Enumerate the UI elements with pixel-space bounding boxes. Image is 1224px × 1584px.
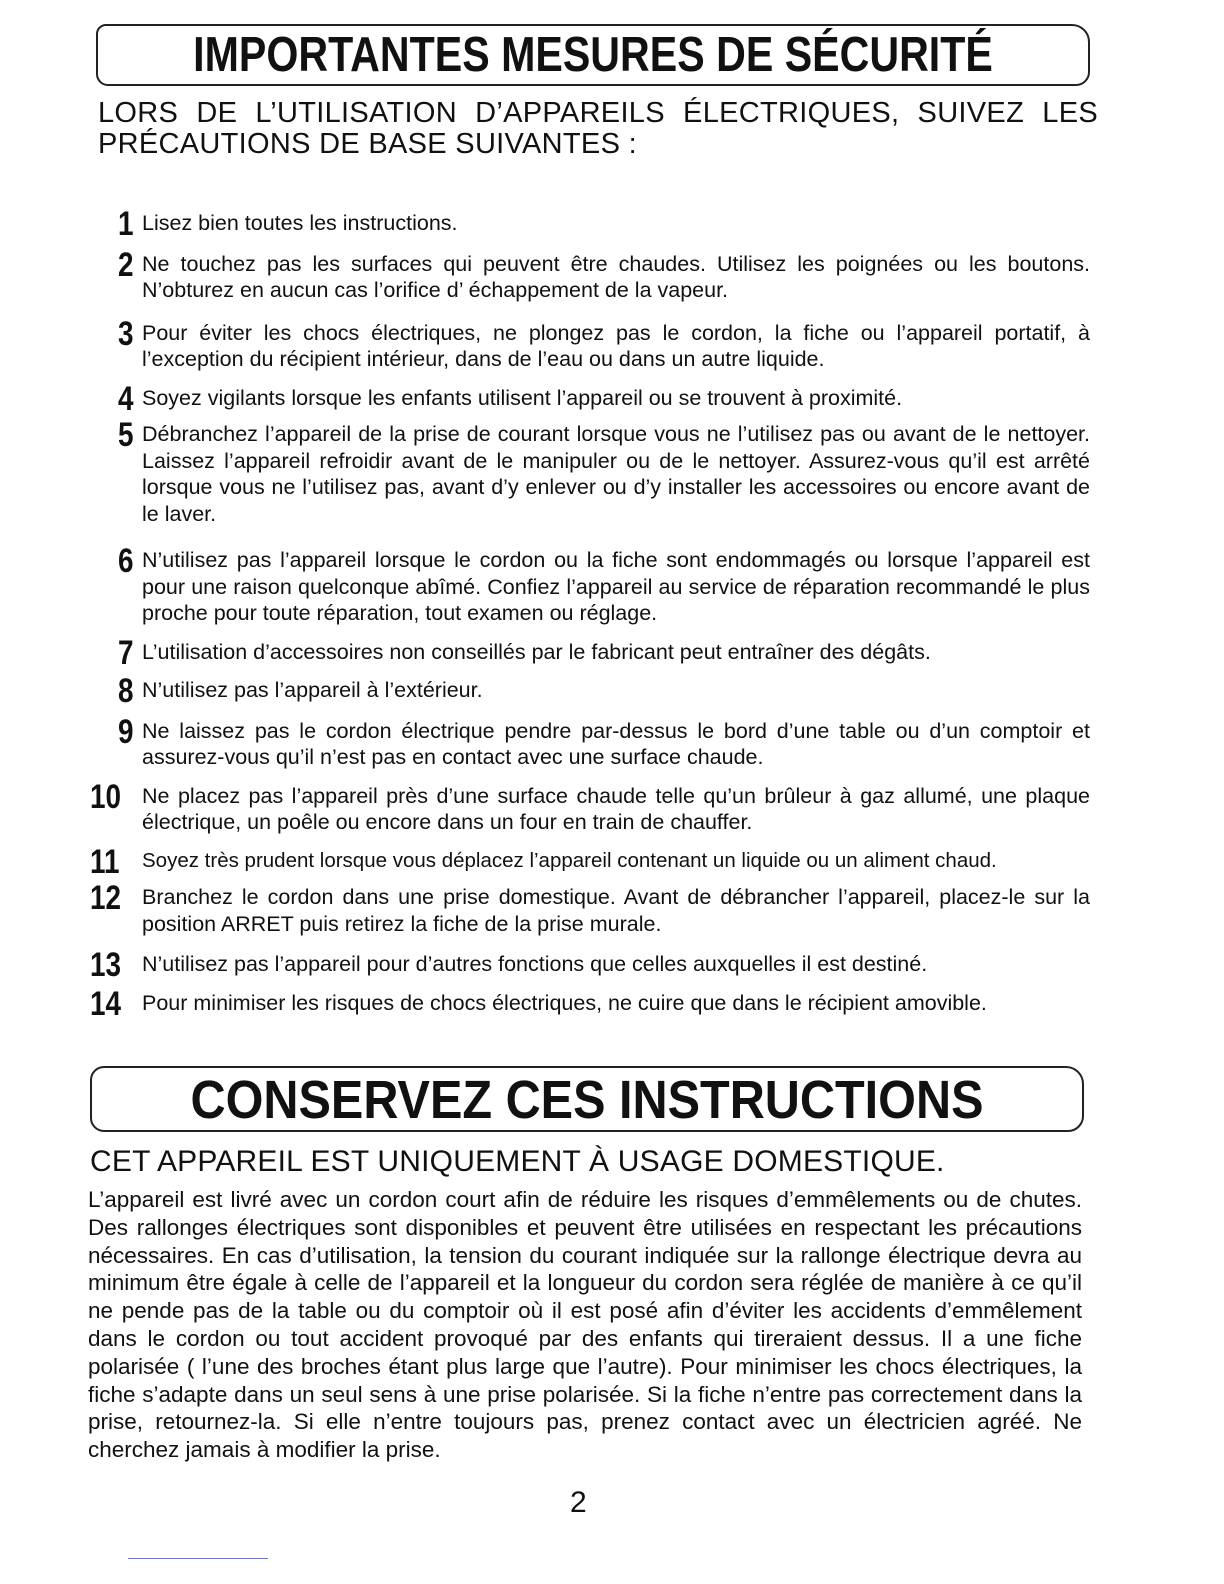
item-text: N’utilisez pas l’appareil lorsque le cordon ou la fiche sont endommagés ou lorsque l’appareil est pour une raison quelconque abîmé. Confiez l’appareil au service de réparation recommandé le plus proche pour toute réparation, tout examen ou réglage. — [142, 548, 1090, 625]
item-text: L’utilisation d’accessoires non conseillés par le fabricant peut entraîner des dégâts. — [142, 639, 931, 664]
list-item — [90, 946, 1090, 984]
list-item — [90, 984, 1090, 1023]
list-item — [90, 205, 1090, 243]
page-number: 2 — [570, 1486, 587, 1519]
item-number: 7 — [118, 633, 134, 672]
list-item — [90, 633, 1090, 672]
list-item — [90, 712, 1090, 771]
item-text: N’utilisez pas l’appareil à l’extérieur. — [142, 678, 483, 702]
list-item — [90, 245, 1090, 304]
list-item — [90, 842, 1090, 881]
subheading: LORS DE L’UTILISATION D’APPAREILS ÉLECTRIQUES, SUIVEZ LES PRÉCAUTIONS DE BASE SUIVANTES : — [98, 97, 1098, 160]
conserve-box — [90, 1066, 1084, 1132]
item-number: 1 — [118, 205, 134, 243]
item-text: Soyez très prudent lorsque vous déplacez l’appareil contenant un liquide ou un aliment chaud. — [142, 848, 997, 872]
item-text: Branchez le cordon dans une prise domestique. Avant de débrancher l’appareil, placez-le sur la position ARRET puis retirez la fiche de la prise murale. — [142, 885, 1090, 936]
item-number: 2 — [118, 245, 134, 284]
list-item — [90, 314, 1090, 373]
item-text: Pour minimiser les risques de chocs électriques, ne cuire que dans le récipient amovible. — [142, 990, 987, 1015]
list-item — [90, 379, 1090, 418]
list-item — [90, 542, 1090, 627]
conserve-heading: CONSERVEZ CES INSTRUCTIONS — [190, 1070, 984, 1130]
item-number: 10 — [90, 777, 122, 816]
item-text: Soyez vigilants lorsque les enfants utilisent l’appareil ou se trouvent à proximité. — [142, 385, 903, 410]
safety-list — [90, 198, 1090, 1023]
item-number: 5 — [118, 416, 134, 454]
cord-paragraph: L’appareil est livré avec un cordon court afin de réduire les risques d’emmêlements ou de chutes. Des rallonges électriques sont disponibles et peuvent être utilisées en respectant les précautions nécessaires. En cas d’utilisation, la tension du courant indiquée sur la rallonge électrique devra au minimum être égale à celle de l’appareil et la longueur du cordon sera réglée de manière à ce qu’il ne pende pas de la table ou du comptoir où il est posé afin d’éviter les accidents d’emmêlement dans le cordon ou tout accident provoqué par des enfants qui tireraient dessus. Il a une fiche polarisée ( l’une des broches étant plus large que l’autre). Pour minimiser les chocs électriques, la fiche s’adapte dans un seul sens à une prise polarisée. Si la fiche n’entre pas correctement dans la prise, retournez-la. Si elle n’entre toujours pas, prenez contact avec un électricien agréé. Ne cherchez jamais à modifier la prise. — [88, 1187, 1082, 1463]
item-text: N’utilisez pas l’appareil pour d’autres fonctions que celles auxquelles il est destiné. — [142, 952, 928, 976]
item-number: 8 — [118, 672, 134, 710]
item-number: 4 — [118, 379, 134, 418]
item-text: Débranchez l’appareil de la prise de courant lorsque vous ne l’utilisez pas ou avant de le nettoyer. Laissez l’appareil refroidir avant de le manipuler ou de le nettoyer. Assurez-vous qu’il est arrêté lorsque vous ne l’utilisez pas, avant d’y enlever ou d’y installer les accessoires ou encore avant de le laver. — [142, 422, 1090, 526]
item-text: Ne touchez pas les surfaces qui peuvent être chaudes. Utilisez les poignées ou les boutons. N’obturez en aucun cas l’orifice d’ échappement de la vapeur. — [142, 251, 1090, 302]
item-number: 12 — [90, 879, 122, 917]
list-item — [90, 777, 1090, 836]
item-number: 3 — [118, 314, 134, 353]
item-number: 11 — [90, 842, 120, 881]
footer-rule — [128, 1558, 268, 1559]
list-item — [90, 672, 1090, 710]
page-title: IMPORTANTES MESURES DE SÉCURITÉ — [193, 28, 993, 82]
item-number: 13 — [90, 946, 122, 984]
item-number: 14 — [90, 984, 122, 1023]
domestic-use-heading: CET APPAREIL EST UNIQUEMENT À USAGE DOMESTIQUE. — [90, 1145, 945, 1178]
item-number: 9 — [118, 712, 134, 751]
item-text: Ne laissez pas le cordon électrique pendre par-dessus le bord d’une table ou d’un comptoir et assurez-vous qu’il n’est pas en contact avec une surface chaude. — [142, 718, 1090, 769]
item-text: Pour éviter les chocs électriques, ne plongez pas le cordon, la fiche ou l’appareil portatif, à l’exception du récipient intérieur, dans de l’eau ou dans un autre liquide. — [142, 320, 1090, 371]
item-number: 6 — [118, 542, 134, 580]
item-text: Ne placez pas l’appareil près d’une surface chaude telle qu’un brûleur à gaz allumé, une plaque électrique, un poêle ou encore dans un four en train de chauffer. — [142, 783, 1090, 834]
item-text: Lisez bien toutes les instructions. — [142, 211, 458, 235]
list-item — [90, 416, 1090, 527]
list-item — [90, 879, 1090, 937]
title-box — [96, 24, 1090, 86]
